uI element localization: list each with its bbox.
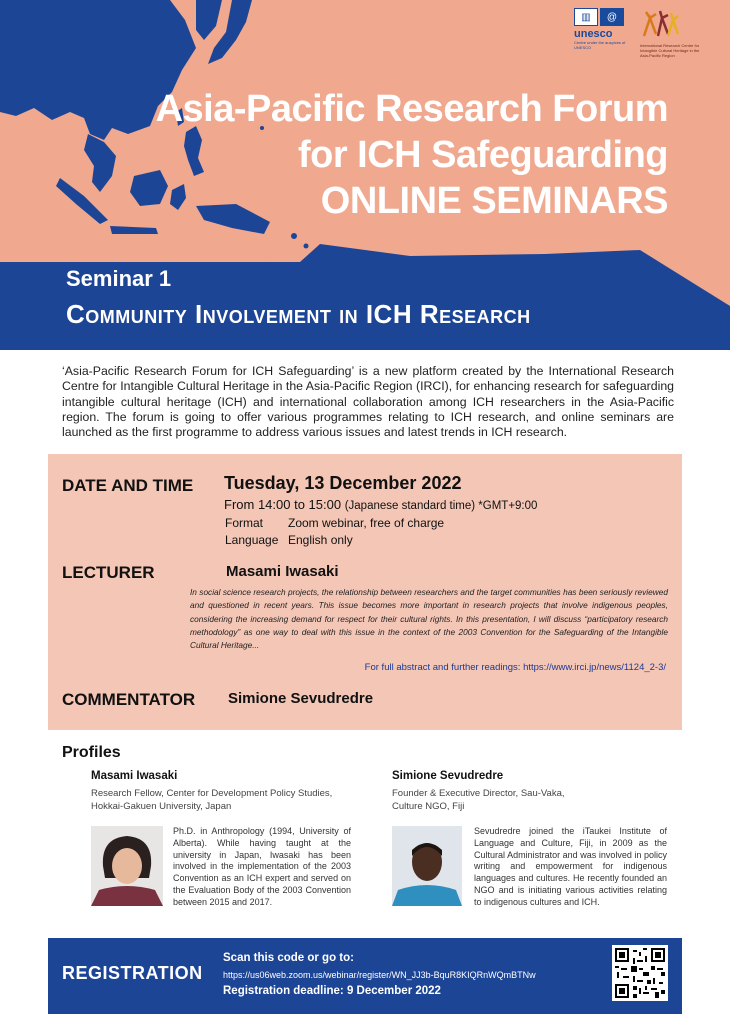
registration-qr-code[interactable] [612,945,668,1001]
registration-deadline: Registration deadline: 9 December 2022 [223,985,441,997]
registration-url[interactable]: https://us06web.zoom.us/webinar/register/WN_JJ3b-BquR8KIQRnWQmBTNw [223,970,536,980]
profiles-heading: Profiles [62,744,121,761]
profile-role-2: Founder & Executive Director, Sau-Vaka, Culture NGO, Fiji [392,788,565,812]
lecturer-name: Masami Iwasaki [226,563,339,580]
abstract-link[interactable]: For full abstract and further readings: https://www.irci.jp/news/1124_2-3/ [364,662,666,673]
time-zone-note: (Japanese standard time) *GMT+9:00 [344,500,538,512]
irci-logo-caption: International Research Centre for Intangible Cultural Heritage in the Asia-Pacific Region [640,43,700,58]
seminar-topic: Community Involvement in ICH Research [66,299,531,329]
unesco-logo [574,8,628,58]
format-value: Zoom webinar, free of charge [288,516,445,530]
registration-scan-text: Scan this code or go to: [223,952,354,964]
profile-bio-1: Ph.D. in Anthropology (1994, University of Alberta). While having taught at the university in Japan, Iwasaki has been involved in the implementation of the 2003 Convention as an ICH expert and served on the Evaluation Body of the 2003 Convention between 2015 and 2017. [173,826,351,907]
language-value: English only [288,533,353,547]
time-range: From 14:00 to 15:00 [224,497,342,512]
forum-title [156,86,668,224]
profile-photo-1 [91,826,163,906]
qr-code-icon [615,948,665,998]
header-banner [0,0,730,350]
lecturer-label: LECTURER [62,563,155,582]
profile-name-1: Masami Iwasaki [91,770,178,782]
commentator-name: Simione Sevudredre [228,690,374,707]
registration-label: REGISTRATION [62,963,203,983]
title-line-2: for ICH Safeguarding [297,134,668,176]
intro-paragraph: ‘Asia-Pacific Research Forum for ICH Safeguarding’ is a new platform created by the International Research Centre for Intangible Cultural Heritage in the Asia-Pacific Region (IRCI), for enhancing research for safeguarding intangible cultural heritage (ICH) and international collaboration among ICH researchers in the Asia-Pacific region. The forum is going to offer various programmes relating to ICH research, and online seminars are launched as the first programme to address various issues and latest trends in ICH research. [62,364,674,440]
irci-dancers-icon [640,8,680,38]
profile-role-1: Research Fellow, Center for Development Policy Studies, Hokkai-Gakuen University, Japan [91,788,333,812]
unesco-logo-caption: Centre under the auspices of UNESCO [574,40,626,50]
profile-name-2: Simione Sevudredre [392,770,504,782]
date-time-label: DATE AND TIME [62,476,194,495]
unesco-logo-name: unesco [574,28,613,40]
unesco-temple-icon: ▥ [574,8,598,26]
unesco-at-icon: @ [600,8,624,26]
title-line-1: Asia-Pacific Research Forum [155,88,668,130]
logos [574,8,708,58]
irci-logo [640,8,708,58]
format-key: Format [225,516,264,530]
profile-bio-2: Sevudredre joined the iTaukei Institute of Language and Culture, Fiji, in 2009 as the Cultural Administrator and was involved in policy writing and empowerment for indigenous languages and cultures. He recently founded an NGO and is initiating various activities relating to indigenous cultures and ICH. [474,826,667,907]
profile-photo-2 [392,826,462,906]
seminar-number: Seminar 1 [66,266,172,291]
language-key: Language [225,533,279,547]
seminar-time [224,497,537,512]
lecture-abstract: In social science research projects, the relationship between researchers and the target communities has been seriously reviewed and questioned in recent years. This issue becomes more important in research projects that involve indigenous peoples, considering the increasing demand for respect for their cultural rights. In this presentation, I will discuss “participatory research methodology” as one way to deal with this issue in the context of the 2003 Convention for the Safeguarding of the Intangible Cultural Heritage... [190,587,668,651]
seminar-date: Tuesday, 13 December 2022 [224,473,462,493]
title-line-3: ONLINE SEMINARS [320,180,668,222]
commentator-label: COMMENTATOR [62,690,196,709]
